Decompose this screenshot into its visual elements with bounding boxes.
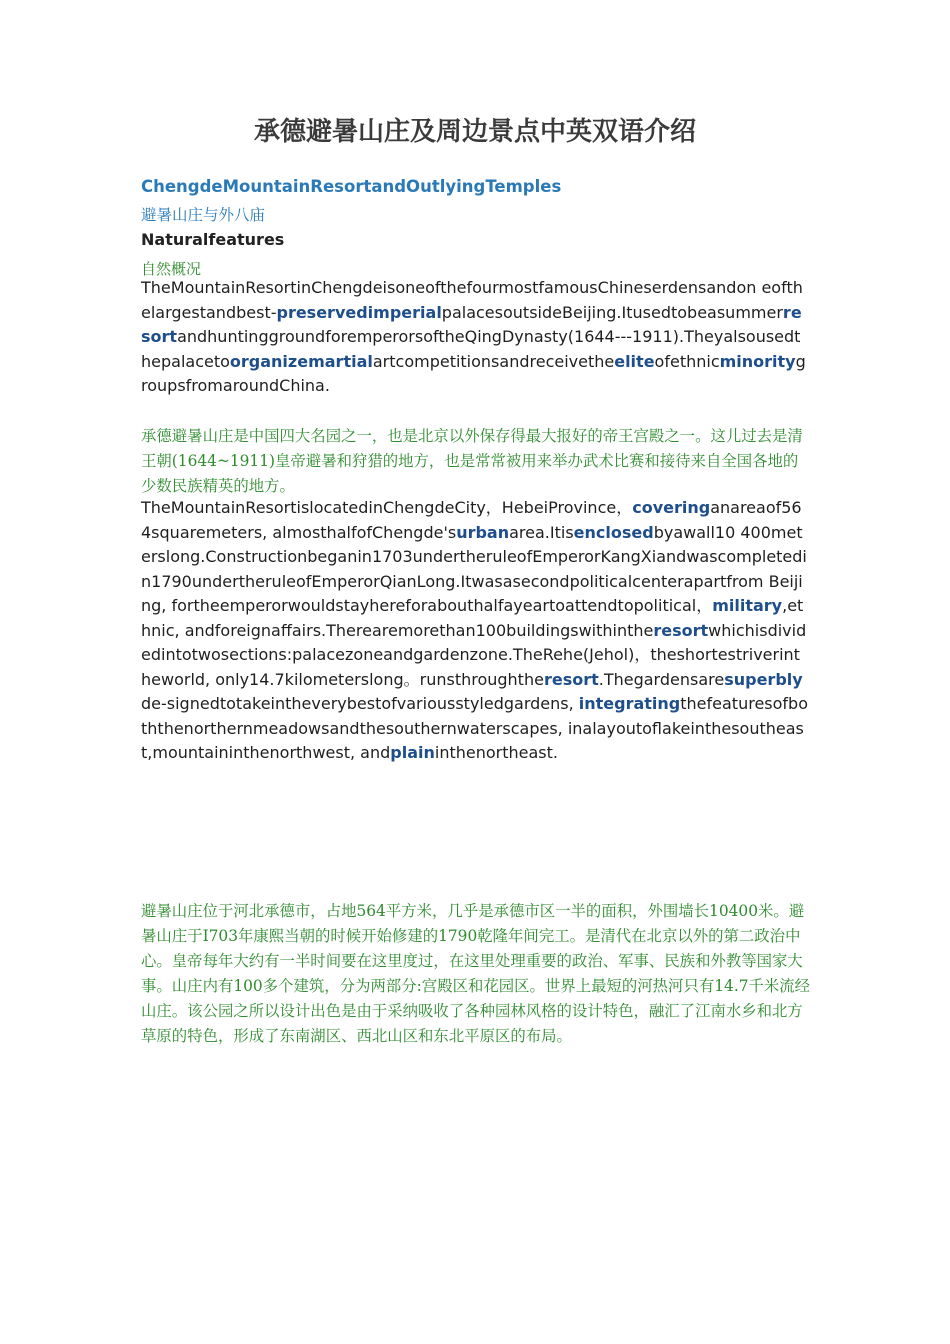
- text-run: inthenortheast.: [434, 743, 558, 762]
- keyword-term: resort: [543, 669, 599, 689]
- keyword-term: military: [712, 596, 783, 615]
- text-run: TheMountainResortinChengdeisoneofthefourmostfamousChineserdensandon eofthelargestandbest-: [141, 278, 803, 322]
- section-heading-zh: 避暑山庄与外八庙: [141, 206, 266, 224]
- text-run: groupsfromaroundChina.: [141, 351, 806, 395]
- paragraph-1-zh: 承德避暑山庄是中国四大名园之一，也是北京以外保存得最大报好的帝王宫殿之一。这儿过去是清王朝(1644~1911)皇帝避暑和狩猎的地方，也是常常被用来举办武术比赛和接待来自全国各地的少数民族精英的地方。: [141, 427, 803, 495]
- keyword-term: resort: [141, 302, 802, 346]
- text-run: ofethnic: [654, 351, 720, 371]
- subheading-zh: 自然概况: [141, 260, 202, 278]
- text-run: artcompetitionsandreceivethe: [372, 351, 615, 371]
- keyword-term: superbly: [724, 669, 803, 689]
- keyword-term: elite: [614, 351, 655, 371]
- text-run: thefeaturesofboththenorthernmeadowsandthesouthernwaterscapes, inalayoutoflakeinthesoutheast,mountaininthenorthwest, and: [141, 694, 808, 762]
- text-run: TheMountainResortislocatedinChengdeCity，HebeiProvince，: [141, 498, 633, 517]
- text-run: area.Itis: [509, 522, 574, 542]
- keyword-term: urban: [456, 522, 510, 542]
- text-run: whichisdividedintotwosections:palacezoneandgardenzone.TheRehe(Jehol)，theshortestriverintheworld, only14.7kilometerslong。runsthroughthe: [141, 620, 807, 689]
- text-run: palacesoutsideBeijing.Itusedtobeasummer: [441, 302, 783, 322]
- keyword-term: organizemartial: [229, 351, 373, 371]
- keyword-term: resort: [653, 620, 709, 640]
- subheading-en: Naturalfeatures: [141, 230, 285, 249]
- document-title: 承德避暑山庄及周边景点中英双语介绍: [253, 117, 696, 147]
- keyword-term: preservedimperial: [276, 302, 442, 322]
- keyword-term: minority: [719, 351, 796, 371]
- paragraph-2-en: [141, 496, 809, 766]
- text-run: andhuntinggroundforemperorsoftheQingDynasty(1644---1911).Theyalsousedthepalaceto: [141, 327, 801, 371]
- keyword-term: plain: [390, 743, 435, 762]
- keyword-term: integrating: [578, 694, 681, 713]
- keyword-term: enclosed: [573, 522, 654, 542]
- keyword-term: covering: [632, 498, 711, 517]
- text-run: .Thegardensare: [598, 669, 725, 689]
- text-run: anareaof564squaremeters, almosthalfofChengde's: [141, 498, 802, 542]
- paragraph-2-zh: 避暑山庄位于河北承德市，占地564平方米，几乎是承德市区一半的面积，外围墙长10400米。避暑山庄于I703年康熙当朝的时候开始修建的1790乾隆年间完工。是清代在北京以外的第二政治中心。皇帝每年大约有一半时间要在这里度过，在这里处理重要的政治、军事、民族和外教等国家大事。山庄内有100多个建筑，分为两部分:宫殿区和花园区。世界上最短的河热河只有14.7千米流经山庄。该公园之所以设计出色是由于采纳吸收了各种园林风格的设计特色，融汇了江南水乡和北方草原的特色，形成了东南湖区、西北山区和东北平原区的布局。: [141, 902, 811, 1045]
- text-run: ,ethnic, andforeignaffairs.Therearemorethan100buildingswithinthe: [141, 596, 804, 640]
- text-run: de-signedtotakeintheverybestofvariousstyledgardens,: [141, 694, 579, 713]
- section-heading-en: ChengdeMountainResortandOutlyingTemples: [141, 177, 562, 196]
- paragraph-1-en: [141, 276, 809, 399]
- text-run: byawall10 400meterslong.Constructionbeganin1703undertheruleofEmperorKangXiandwascompletedin1790undertheruleofEmperorQianLong.Itwasasecondpoliticalcenterapartfrom Beijing, fortheemperorwouldstayhereforabouthalfayeartoattendtopolitical，: [141, 522, 807, 615]
